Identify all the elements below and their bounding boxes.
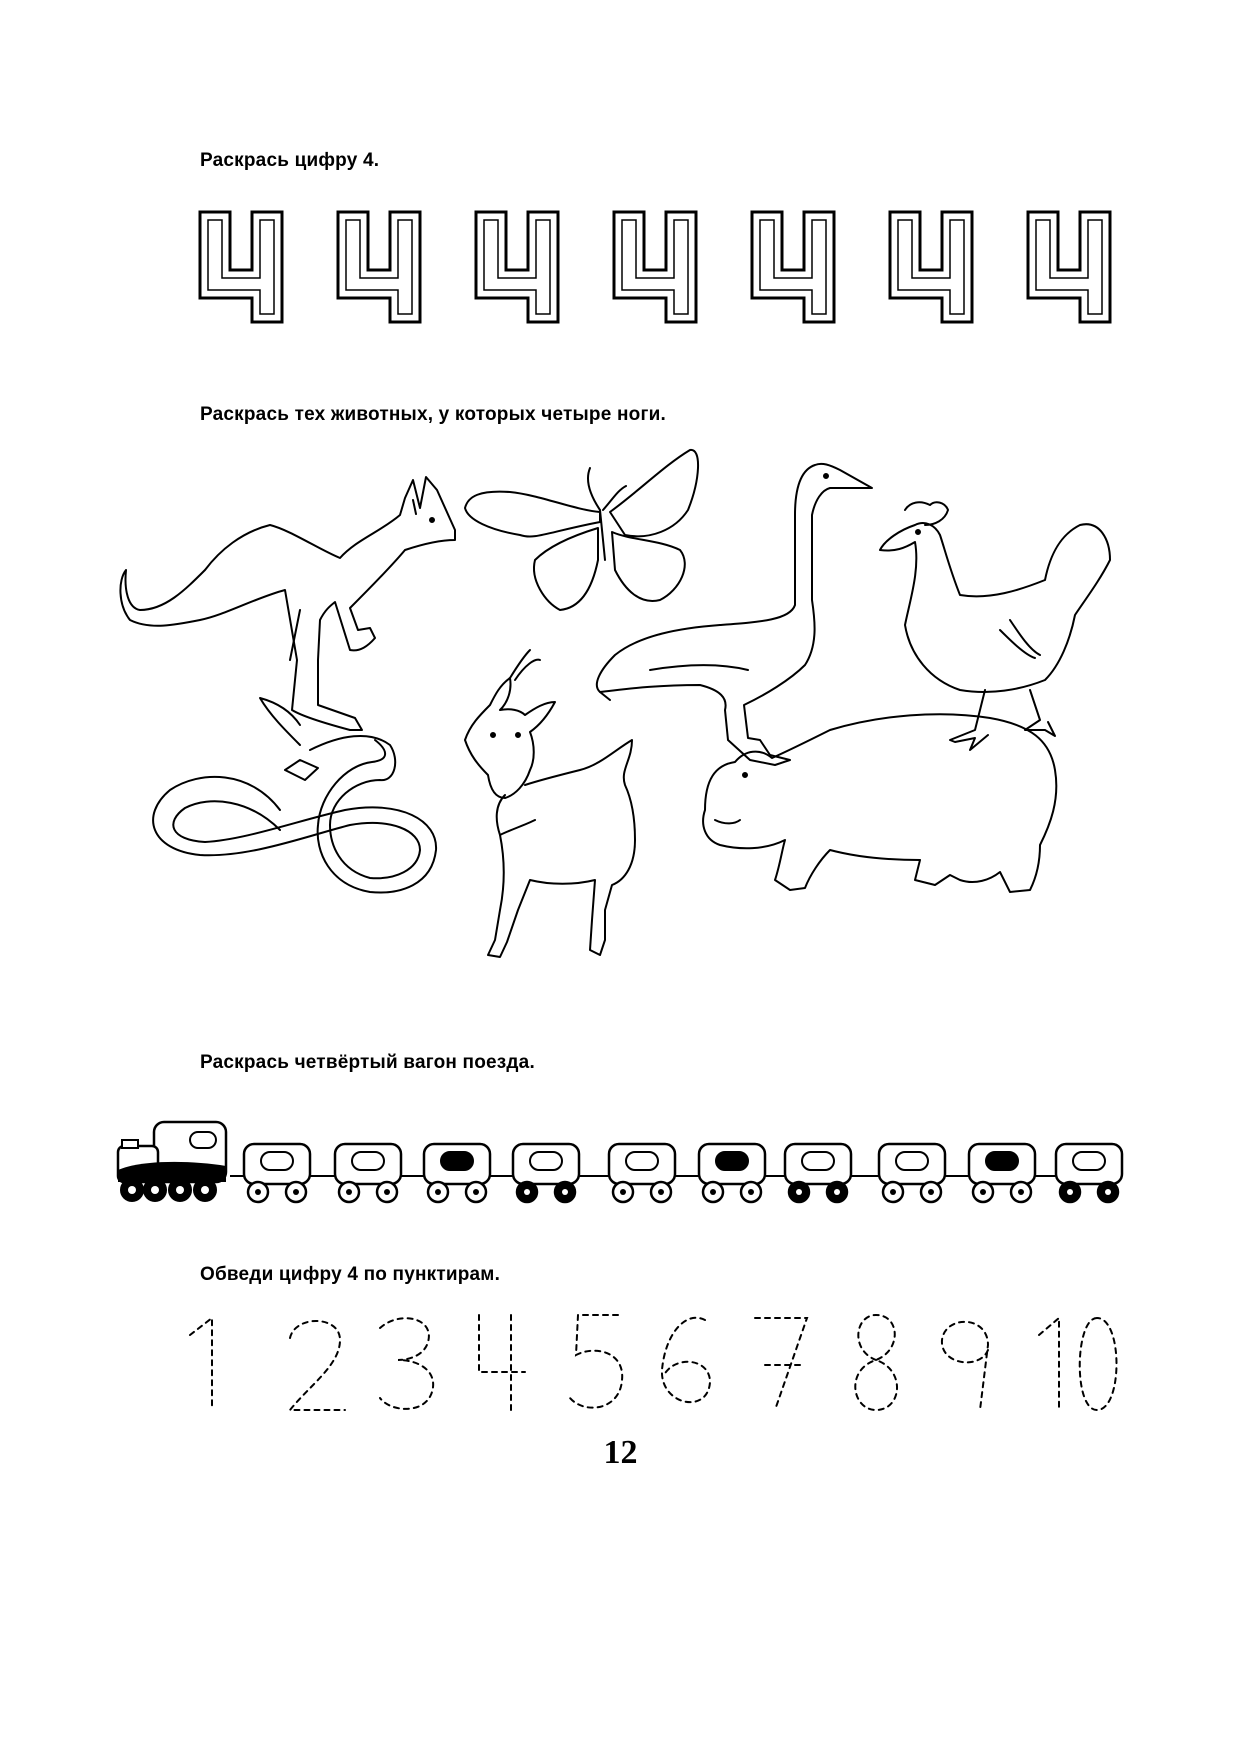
train-wagon[interactable]	[879, 1144, 945, 1202]
hippo-illustration[interactable]	[703, 714, 1056, 892]
train-wagon[interactable]	[1056, 1144, 1122, 1202]
train-wagon[interactable]	[335, 1144, 401, 1202]
train-wagon[interactable]	[244, 1144, 310, 1202]
train-wagon[interactable]	[609, 1144, 675, 1202]
locomotive[interactable]	[118, 1122, 226, 1201]
outline-digit-four[interactable]	[476, 212, 558, 322]
page-number: 12	[603, 1434, 638, 1471]
instruction-color-wagon: Раскрась четвёртый вагон поезда.	[200, 1052, 535, 1073]
outline-digit-four[interactable]	[338, 212, 420, 322]
goose-illustration[interactable]	[597, 464, 872, 765]
dotted-digit[interactable]	[662, 1318, 710, 1402]
train-wagon[interactable]	[785, 1144, 851, 1202]
outline-digit-four[interactable]	[614, 212, 696, 322]
wagon-window	[530, 1152, 562, 1170]
snake-illustration[interactable]	[153, 698, 436, 893]
dotted-digit[interactable]	[855, 1315, 897, 1410]
instruction-color-animals: Раскрась тех животных, у которых четыре ноги.	[200, 404, 666, 425]
dotted-digit[interactable]	[190, 1318, 212, 1410]
dotted-digit[interactable]	[755, 1318, 807, 1410]
butterfly-illustration[interactable]	[465, 450, 698, 610]
wagon-window	[986, 1152, 1018, 1170]
wagon-window	[352, 1152, 384, 1170]
wagon-window	[896, 1152, 928, 1170]
outline-digit-four[interactable]	[890, 212, 972, 322]
instruction-color-digit: Раскрась цифру 4.	[200, 150, 380, 171]
outline-digit-four[interactable]	[752, 212, 834, 322]
wagon-window	[716, 1152, 748, 1170]
outline-digit-four[interactable]	[1028, 212, 1110, 322]
outline-digits-row	[0, 200, 1241, 350]
dotted-digit[interactable]	[290, 1321, 345, 1410]
kangaroo-illustration[interactable]	[120, 477, 455, 730]
wagon-window	[1073, 1152, 1105, 1170]
dotted-digits-row	[0, 1310, 1241, 1420]
train-wagon[interactable]	[969, 1144, 1035, 1202]
wagon-window	[626, 1152, 658, 1170]
dotted-digit[interactable]	[380, 1318, 433, 1409]
dotted-digit[interactable]	[942, 1322, 988, 1410]
train-wagon[interactable]	[424, 1144, 490, 1202]
dotted-digit[interactable]	[479, 1315, 525, 1410]
wagon-window	[441, 1152, 473, 1170]
train-wagon[interactable]	[513, 1144, 579, 1202]
train-illustration	[0, 1110, 1241, 1220]
wagon-window	[802, 1152, 834, 1170]
goat-illustration[interactable]	[465, 650, 635, 957]
dotted-digit[interactable]	[1039, 1318, 1117, 1410]
outline-digit-four[interactable]	[200, 212, 282, 322]
wagon-window	[261, 1152, 293, 1170]
dotted-digit[interactable]	[570, 1315, 622, 1408]
hen-illustration[interactable]	[880, 502, 1110, 750]
train-wagon[interactable]	[699, 1144, 765, 1202]
animals-area	[0, 440, 1241, 1040]
instruction-trace-digit: Обведи цифру 4 по пунктирам.	[200, 1264, 501, 1285]
